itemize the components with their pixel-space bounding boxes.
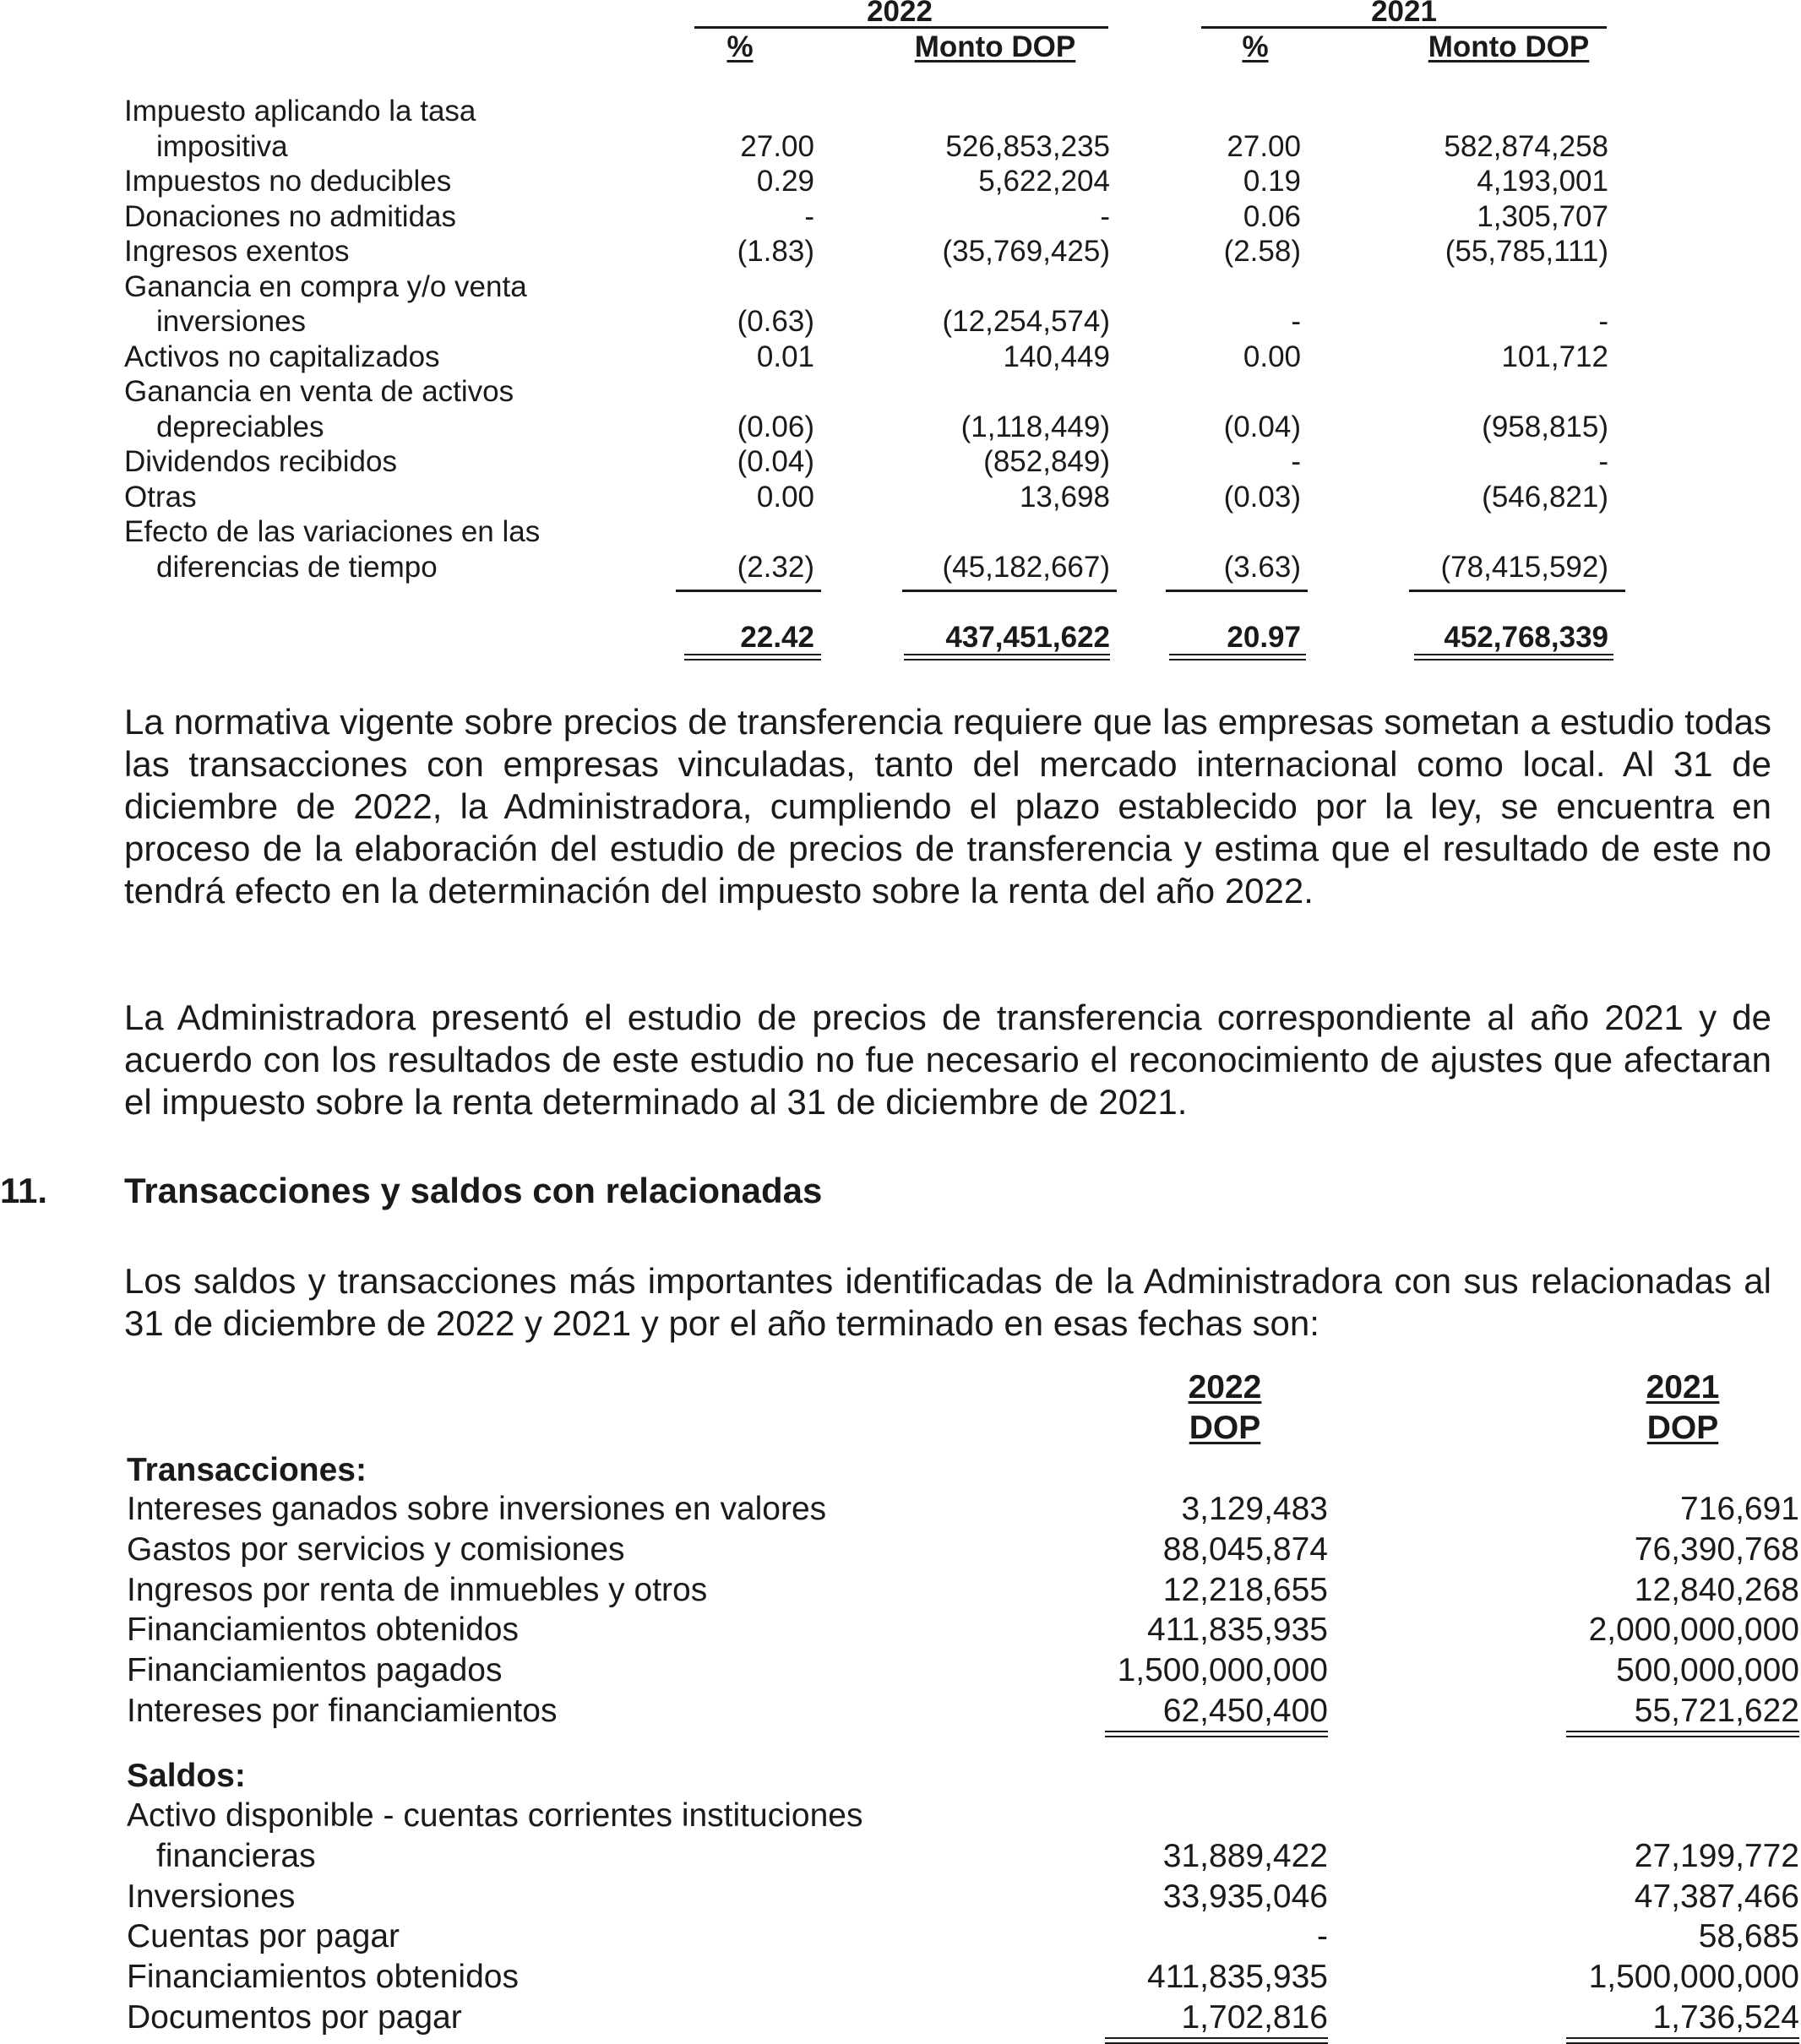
value-2022: 88,045,874 bbox=[1162, 1530, 1328, 1568]
cell-value: - bbox=[1291, 445, 1301, 478]
col-pct-2021: % bbox=[1242, 30, 1269, 63]
year-header-2021: 2021 bbox=[1371, 0, 1437, 28]
cell-value: (0.03) bbox=[1223, 480, 1301, 514]
cell-value: 526,853,235 bbox=[945, 129, 1110, 163]
total-value: 20.97 bbox=[1227, 621, 1301, 654]
value-2022: 33,935,046 bbox=[1162, 1878, 1328, 1915]
row-label: Intereses ganados sobre inversiones en valores bbox=[127, 1491, 827, 1527]
cell-value: (852,849) bbox=[983, 445, 1110, 478]
row-label: inversiones bbox=[156, 305, 307, 338]
cell-value: - bbox=[1598, 305, 1608, 338]
subtotal-rule bbox=[676, 590, 821, 592]
value-2021: 1,736,524 bbox=[1652, 1999, 1799, 2036]
cell-value: (78,415,592) bbox=[1440, 550, 1608, 584]
subtotal-rule bbox=[1409, 590, 1625, 592]
cell-value: (0.06) bbox=[737, 410, 814, 443]
subtotal-rule bbox=[902, 590, 1117, 592]
header-rule-2022 bbox=[694, 26, 1108, 29]
cell-value: 140,449 bbox=[1003, 340, 1110, 373]
cell-value: 0.00 bbox=[1243, 340, 1301, 373]
cell-value: (1.83) bbox=[737, 235, 814, 268]
total-double-rule-2021 bbox=[1566, 2037, 1799, 2044]
cell-value: 27.00 bbox=[1227, 129, 1301, 163]
value-2021: 76,390,768 bbox=[1634, 1530, 1799, 1568]
cell-value: 0.06 bbox=[1243, 199, 1301, 233]
cell-value: 5,622,204 bbox=[978, 165, 1110, 198]
cell-value: 582,874,258 bbox=[1444, 129, 1608, 163]
row-label: Cuentas por pagar bbox=[127, 1918, 400, 1955]
row-label: impositiva bbox=[156, 129, 288, 163]
row-label: Dividendos recibidos bbox=[124, 445, 397, 478]
subtotal-rule bbox=[1166, 590, 1308, 592]
cell-value: (45,182,667) bbox=[942, 550, 1110, 584]
value-2022: - bbox=[1317, 1918, 1328, 1955]
value-2021: 716,691 bbox=[1680, 1491, 1799, 1527]
total-value: 22.42 bbox=[740, 621, 814, 654]
cell-value: - bbox=[804, 199, 814, 233]
cell-value: 1,305,707 bbox=[1477, 199, 1608, 233]
value-2022: 411,835,935 bbox=[1147, 1612, 1328, 1649]
row-label: Activo disponible - cuentas corrientes instituciones bbox=[127, 1797, 863, 1834]
cell-value: 4,193,001 bbox=[1477, 165, 1608, 198]
value-2022: 3,129,483 bbox=[1181, 1491, 1328, 1527]
cell-value: - bbox=[1291, 305, 1301, 338]
value-2022: 62,450,400 bbox=[1162, 1693, 1328, 1729]
value-2022: 411,835,935 bbox=[1147, 1959, 1328, 1996]
row-label: diferencias de tiempo bbox=[156, 550, 438, 584]
rel-year-2022: 2022 bbox=[1188, 1369, 1262, 1405]
total-double-rule bbox=[904, 654, 1110, 660]
cell-value: 0.01 bbox=[756, 340, 814, 373]
cell-value: 0.29 bbox=[756, 165, 814, 198]
cell-value: (0.04) bbox=[1223, 410, 1301, 443]
row-label: depreciables bbox=[156, 410, 324, 443]
cell-value: (12,254,574) bbox=[942, 305, 1110, 338]
cell-value: - bbox=[1598, 445, 1608, 478]
row-label: Efecto de las variaciones en las bbox=[124, 515, 541, 548]
total-double-rule-2022 bbox=[1105, 2037, 1328, 2044]
cell-value: - bbox=[1100, 199, 1110, 233]
cell-value: (2.58) bbox=[1223, 235, 1301, 268]
section-title: Transacciones y saldos con relacionadas bbox=[124, 1171, 823, 1210]
cell-value: 27.00 bbox=[740, 129, 814, 163]
rel-year-2021: 2021 bbox=[1646, 1369, 1720, 1405]
value-2022: 1,702,816 bbox=[1181, 1999, 1328, 2036]
row-label: Ganancia en compra y/o venta bbox=[124, 269, 527, 303]
row-label: Intereses por financiamientos bbox=[127, 1693, 558, 1729]
total-value: 437,451,622 bbox=[945, 621, 1110, 654]
row-label: Impuesto aplicando la tasa bbox=[124, 95, 476, 128]
value-2021: 2,000,000,000 bbox=[1588, 1612, 1799, 1649]
value-2022: 31,889,422 bbox=[1162, 1837, 1328, 1874]
row-label: Financiamientos obtenidos bbox=[127, 1959, 519, 1996]
total-double-rule-2022 bbox=[1105, 1731, 1328, 1737]
total-double-rule-2021 bbox=[1566, 1731, 1799, 1737]
row-label: Ingresos por renta de inmuebles y otros bbox=[127, 1571, 708, 1608]
col-amount-2021: Monto DOP bbox=[1428, 30, 1590, 63]
paragraph-study-2021: La Administradora presentó el estudio de precios de transferencia correspondiente al año 2021 y de acuerdo con los resultados de este estudio no fue necesario el reconocimiento de ajustes que afectaran el impuesto sobre la renta determinado al 31 de diciembre de 2021. bbox=[124, 998, 1771, 1122]
value-2021: 12,840,268 bbox=[1634, 1571, 1799, 1608]
row-label: Donaciones no admitidas bbox=[124, 199, 457, 233]
row-label: Financiamientos pagados bbox=[127, 1652, 503, 1689]
cell-value: (1,118,449) bbox=[960, 410, 1110, 443]
value-2021: 47,387,466 bbox=[1634, 1878, 1799, 1915]
cell-value: (2.32) bbox=[737, 550, 814, 584]
cell-value: 13,698 bbox=[1019, 480, 1110, 514]
col-amount-2022: Monto DOP bbox=[914, 30, 1076, 63]
row-label: Impuestos no deducibles bbox=[124, 165, 452, 198]
value-2022: 12,218,655 bbox=[1162, 1571, 1328, 1608]
paragraph-transfer-pricing: La normativa vigente sobre precios de transferencia requiere que las empresas sometan a estudio todas las transacciones con empresas vinculadas, tanto del mercado internacional como local. Al 31 de diciembre de 2022, la Administradora, cumpliendo el plazo establecido por la ley, se encuentra en proceso de la elaboración del estudio de precios de transferencia y estima que el resultado de este no tendrá efecto en la determinación del impuesto sobre la renta del año 2022. bbox=[124, 702, 1771, 911]
cell-value: (3.63) bbox=[1223, 550, 1301, 584]
cell-value: (958,815) bbox=[1482, 410, 1608, 443]
row-label: Ganancia en venta de activos bbox=[124, 375, 514, 408]
cell-value: 0.19 bbox=[1243, 165, 1301, 198]
transacciones-heading: Transacciones: bbox=[127, 1452, 367, 1488]
col-pct-2022: % bbox=[726, 30, 754, 63]
header-rule-2021 bbox=[1201, 26, 1607, 29]
value-2021: 1,500,000,000 bbox=[1588, 1959, 1799, 1996]
rel-unit-2021: DOP bbox=[1646, 1410, 1719, 1446]
row-label: Financiamientos obtenidos bbox=[127, 1612, 519, 1649]
value-2021: 58,685 bbox=[1698, 1918, 1799, 1955]
cell-value: (0.04) bbox=[737, 445, 814, 478]
row-label: Ingresos exentos bbox=[124, 235, 350, 268]
value-2022: 1,500,000,000 bbox=[1117, 1652, 1328, 1689]
cell-value: (55,785,111) bbox=[1445, 235, 1608, 268]
total-double-rule bbox=[1169, 654, 1306, 660]
total-double-rule bbox=[684, 654, 821, 660]
row-label: Activos no capitalizados bbox=[124, 340, 440, 373]
cell-value: (546,821) bbox=[1482, 480, 1608, 514]
row-label: Gastos por servicios y comisiones bbox=[127, 1530, 625, 1568]
year-header-2022: 2022 bbox=[867, 0, 933, 28]
total-double-rule bbox=[1414, 654, 1613, 660]
value-2021: 500,000,000 bbox=[1616, 1652, 1799, 1689]
section-intro: Los saldos y transacciones más importantes identificadas de la Administradora con sus relacionadas al 31 de diciembre de 2022 y 2021 y por el año terminado en esas fechas son: bbox=[124, 1261, 1771, 1343]
section-number: 11. bbox=[0, 1171, 48, 1210]
value-2021: 27,199,772 bbox=[1634, 1837, 1799, 1874]
saldos-heading: Saldos: bbox=[127, 1758, 246, 1794]
row-label: Otras bbox=[124, 480, 197, 514]
cell-value: (35,769,425) bbox=[942, 235, 1110, 268]
row-label: financieras bbox=[156, 1837, 316, 1874]
cell-value: 101,712 bbox=[1501, 340, 1608, 373]
cell-value: (0.63) bbox=[737, 305, 814, 338]
row-label: Documentos por pagar bbox=[127, 1999, 462, 2036]
value-2021: 55,721,622 bbox=[1634, 1693, 1799, 1729]
total-value: 452,768,339 bbox=[1444, 621, 1608, 654]
cell-value: 0.00 bbox=[756, 480, 814, 514]
row-label: Inversiones bbox=[127, 1878, 296, 1915]
rel-unit-2022: DOP bbox=[1189, 1410, 1261, 1446]
